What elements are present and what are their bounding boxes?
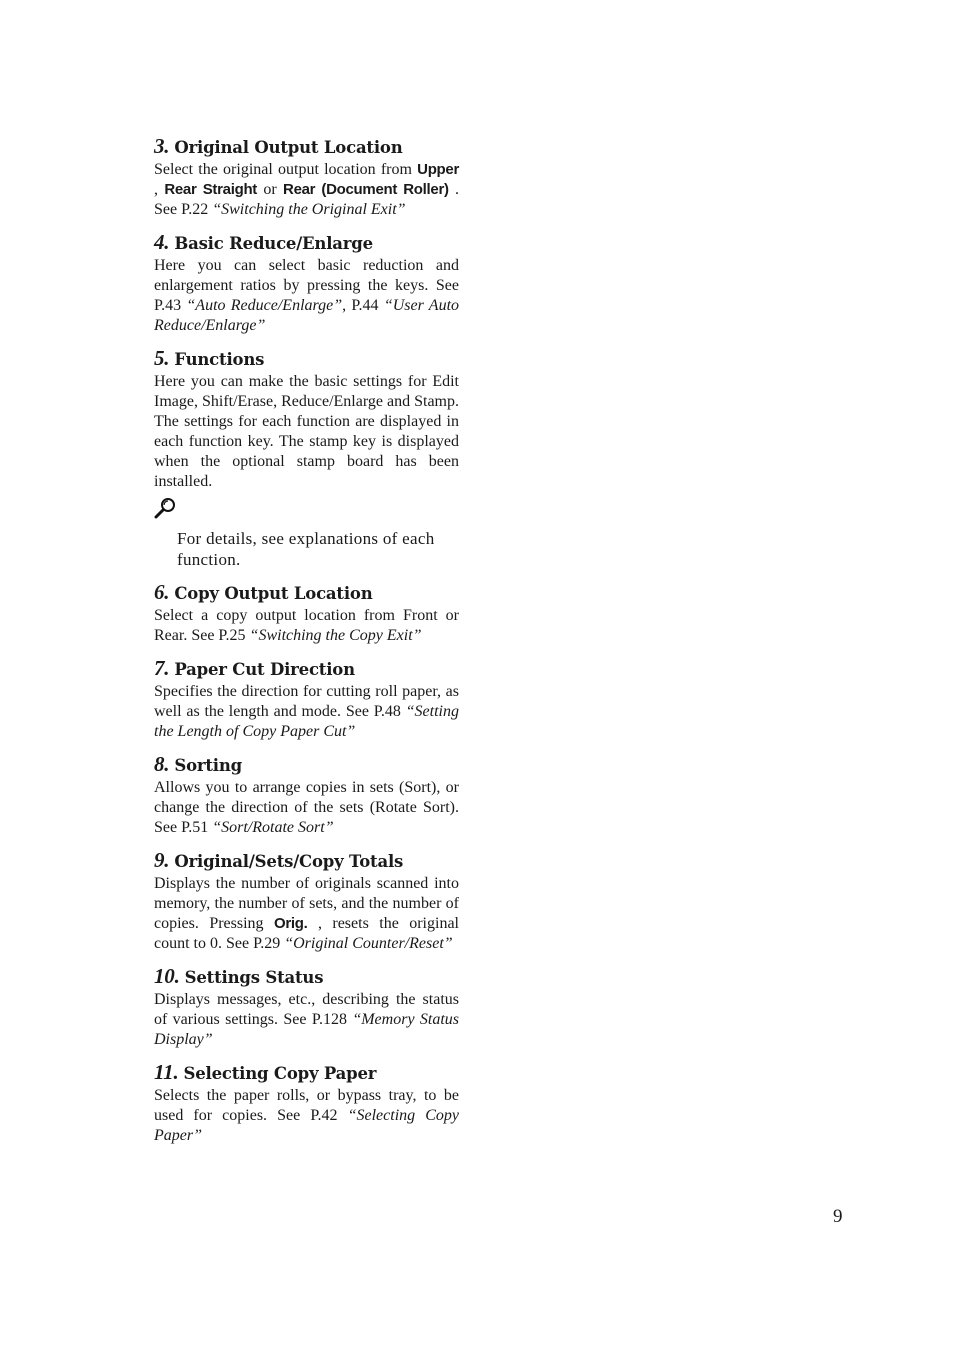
text-column <box>154 134 459 1156</box>
rear-straight-key-label: Rear Straight <box>164 181 257 198</box>
cross-reference: “Original Counter/Reset” <box>284 935 453 952</box>
section-heading: 9. Original/Sets/Copy Totals <box>154 848 404 872</box>
section-original-output-location <box>154 134 459 220</box>
section-original-sets-copy-totals <box>154 848 459 954</box>
cross-reference: “Memory Status Display” <box>154 1011 460 1048</box>
cross-reference: “Setting the Length of Copy Paper Cut” <box>154 703 459 740</box>
orig-key-label: Orig. <box>273 915 308 932</box>
cross-reference: “Switching the Copy Exit” <box>249 627 422 644</box>
cross-reference: “Sort/Rotate Sort” <box>212 819 334 836</box>
section-heading: 3. Original Output Location <box>154 134 403 158</box>
section-body: Select the original output location from Upper , Rear Straight or Rear (Document Roller) . See P.22 “Switching the Original Exit” <box>154 161 460 218</box>
section-heading: 5. Functions <box>154 346 265 370</box>
section-selecting-copy-paper <box>154 1060 459 1146</box>
section-sorting <box>154 752 459 838</box>
section-body: Here you can select basic reduction and enlargement ratios by pressing the keys. See P.43 “Auto Reduce/Enlarge”, P.44 “User Auto Reduce/Enlarge” <box>154 257 460 334</box>
section-settings-status <box>154 964 459 1050</box>
cross-reference: “Switching the Original Exit” <box>212 201 406 218</box>
section-body: Selects the paper rolls, or bypass tray, to be used for copies. See P.42 “Selecting Copy Paper” <box>154 1087 460 1144</box>
section-basic-reduce-enlarge <box>154 230 459 336</box>
section-body: Here you can make the basic settings for Edit Image, Shift/Erase, Reduce/Enlarge and Stamp. The settings for each function are displayed in each function key. The stamp key is displayed when the optional stamp board has been installed. <box>154 373 459 490</box>
rear-document-roller-key-label: Rear (Document Roller) <box>283 181 449 198</box>
section-body: Specifies the direction for cutting roll paper, as well as the length and mode. See P.48 “Setting the Length of Copy Paper Cut” <box>154 683 459 740</box>
section-body: Displays the number of originals scanned into memory, the number of sets, and the number of copies. Pressing Orig. , resets the original count to 0. See P.29 “Original Counter/Reset” <box>154 875 459 952</box>
upper-key-label: Upper <box>417 161 459 178</box>
section-body: Allows you to arrange copies in sets (Sort), or change the direction of the sets (Rotate Sort). See P.51 “Sort/Rotate Sort” <box>154 779 459 836</box>
section-body: Displays messages, etc., describing the status of various settings. See P.128 “Memory Status Display” <box>154 991 460 1048</box>
section-heading: 10. Settings Status <box>154 964 324 988</box>
section-heading: 7. Paper Cut Direction <box>154 656 355 680</box>
section-heading: 6. Copy Output Location <box>154 580 373 604</box>
section-functions <box>154 346 459 570</box>
page-number: 9 <box>833 1206 843 1227</box>
section-copy-output-location <box>154 580 459 646</box>
section-heading: 4. Basic Reduce/Enlarge <box>154 230 373 254</box>
section-paper-cut-direction <box>154 656 459 742</box>
reference-note: For details, see explanations of each function. <box>177 529 435 569</box>
cross-reference: “Selecting Copy Paper” <box>154 1107 460 1144</box>
section-body: Select a copy output location from Front or Rear. See P.25 “Switching the Copy Exit” <box>154 607 459 644</box>
section-heading: 8. Sorting <box>154 752 242 776</box>
section-heading: 11. Selecting Copy Paper <box>154 1060 377 1084</box>
cross-reference: “User Auto Reduce/Enlarge” <box>154 297 460 334</box>
cross-reference: “Auto Reduce/Enlarge” <box>186 297 343 314</box>
magnifier-icon <box>154 496 178 520</box>
